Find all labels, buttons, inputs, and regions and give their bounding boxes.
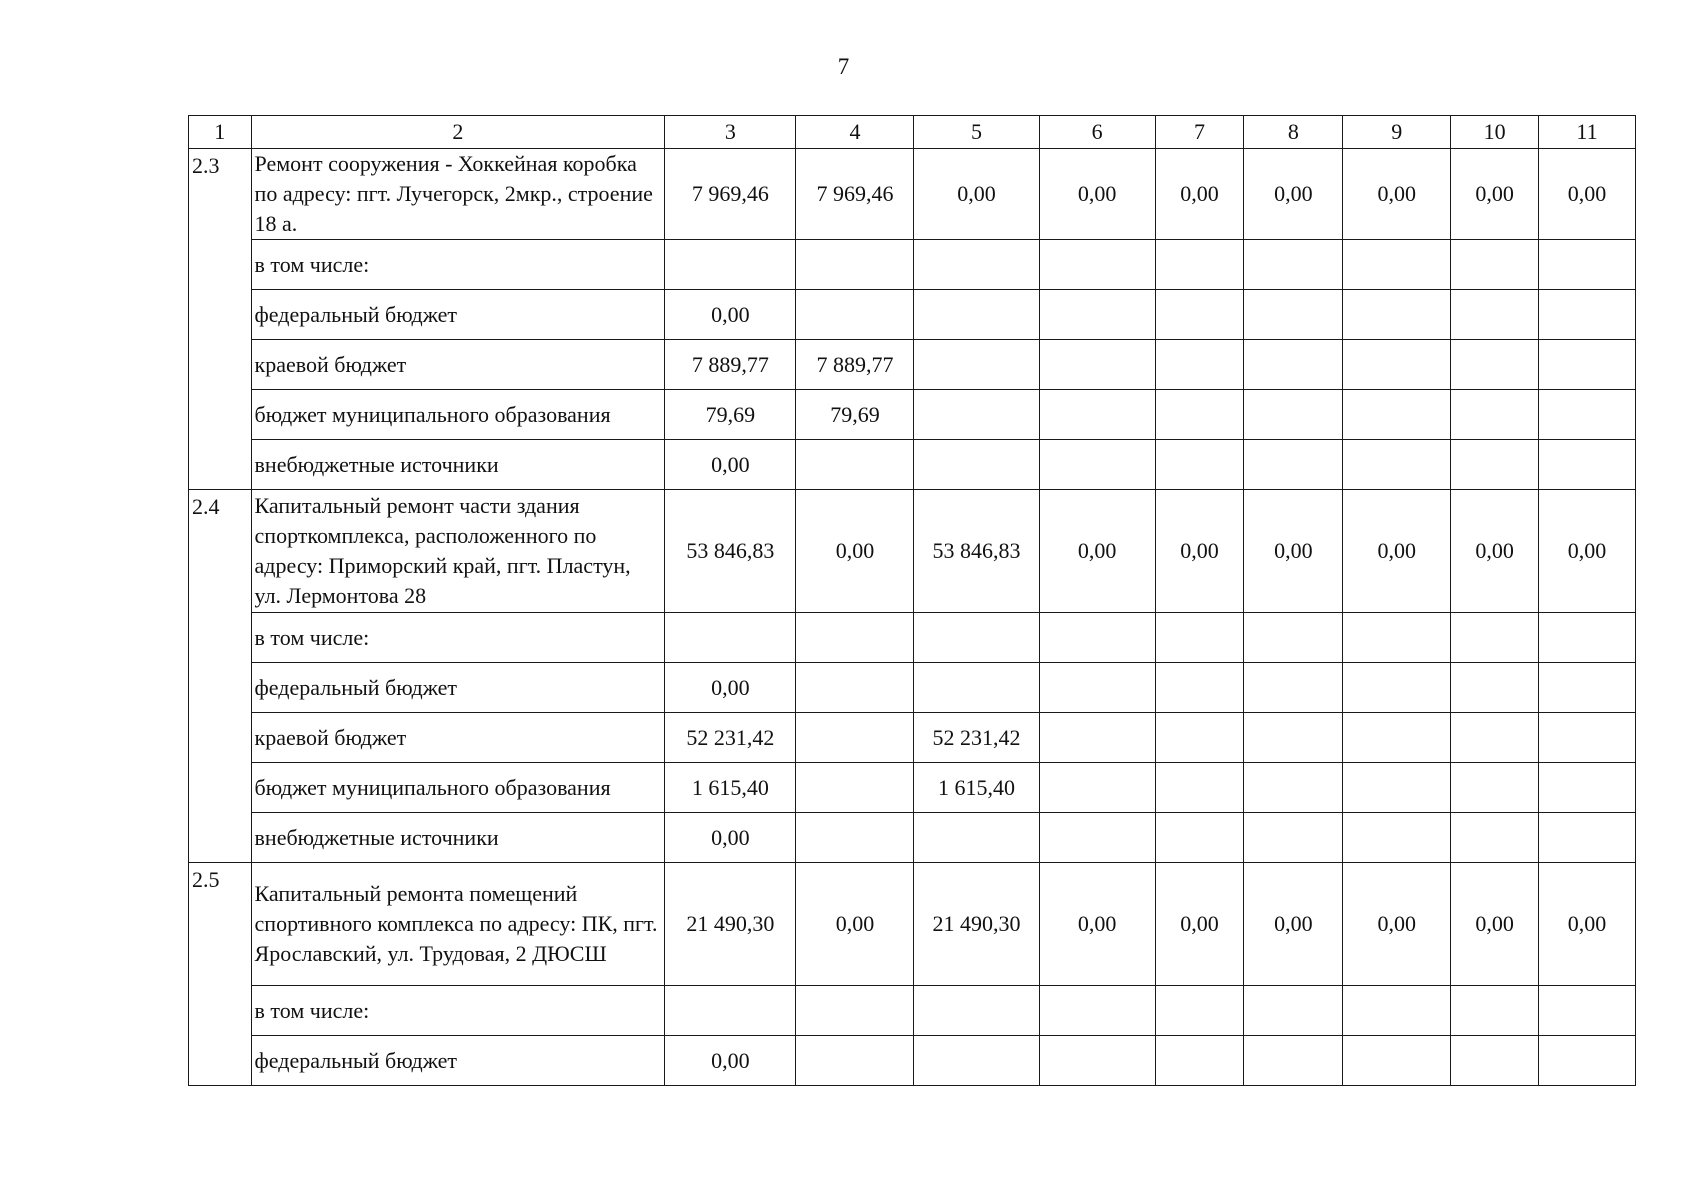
funding-source-label: бюджет муниципального образования xyxy=(251,390,665,440)
funding-value-cell: 0,00 xyxy=(665,290,796,340)
funding-value-cell xyxy=(1451,390,1539,440)
funding-value-cell xyxy=(1155,813,1244,863)
funding-source-row xyxy=(189,613,1636,663)
section-value-cell: 7 969,46 xyxy=(665,149,796,240)
funding-source-row xyxy=(189,240,1636,290)
funding-value-cell: 1 615,40 xyxy=(665,763,796,813)
funding-value-cell xyxy=(1343,663,1451,713)
funding-value-cell xyxy=(665,986,796,1036)
funding-value-cell xyxy=(1244,663,1343,713)
funding-value-cell xyxy=(1244,813,1343,863)
funding-value-cell: 52 231,42 xyxy=(665,713,796,763)
page-number: 7 xyxy=(837,54,850,79)
funding-value-cell xyxy=(914,986,1039,1036)
funding-value-cell xyxy=(1244,240,1343,290)
funding-value-cell: 0,00 xyxy=(665,813,796,863)
section-value-cell: 0,00 xyxy=(1539,149,1636,240)
funding-value-cell xyxy=(1039,663,1155,713)
section-value-cell: 0,00 xyxy=(1155,490,1244,613)
section-value-cell: 0,00 xyxy=(1451,490,1539,613)
funding-value-cell xyxy=(1451,613,1539,663)
funding-value-cell xyxy=(1155,763,1244,813)
funding-value-cell xyxy=(796,1036,914,1086)
funding-value-cell xyxy=(1039,390,1155,440)
funding-source-label: в том числе: xyxy=(251,986,665,1036)
funding-value-cell: 0,00 xyxy=(665,440,796,490)
budget-table xyxy=(188,115,1636,1086)
section-row xyxy=(189,149,1636,240)
funding-value-cell xyxy=(1155,713,1244,763)
section-value-cell: 0,00 xyxy=(1451,149,1539,240)
funding-value-cell xyxy=(1539,440,1636,490)
section-title: Капитальный ремонт части здания спорткомплекса, расположенного по адресу: Приморский край, пгт. Пластун, ул. Лермонтова 28 xyxy=(251,490,665,613)
funding-value-cell: 79,69 xyxy=(665,390,796,440)
funding-value-cell xyxy=(1039,440,1155,490)
funding-source-row xyxy=(189,340,1636,390)
header-cell: 6 xyxy=(1039,116,1155,149)
funding-value-cell xyxy=(1155,290,1244,340)
funding-value-cell xyxy=(1039,240,1155,290)
funding-source-row xyxy=(189,986,1636,1036)
funding-value-cell xyxy=(1343,440,1451,490)
funding-value-cell xyxy=(914,440,1039,490)
header-cell: 2 xyxy=(251,116,665,149)
section-value-cell: 0,00 xyxy=(1244,149,1343,240)
section-value-cell: 21 490,30 xyxy=(914,863,1039,986)
header-cell: 9 xyxy=(1343,116,1451,149)
column-number-row xyxy=(189,116,1636,149)
funding-value-cell xyxy=(1039,713,1155,763)
funding-value-cell xyxy=(1244,986,1343,1036)
funding-value-cell xyxy=(796,613,914,663)
funding-value-cell xyxy=(1451,763,1539,813)
funding-value-cell xyxy=(1155,986,1244,1036)
funding-value-cell xyxy=(796,240,914,290)
funding-value-cell xyxy=(1451,663,1539,713)
section-value-cell: 0,00 xyxy=(914,149,1039,240)
funding-value-cell xyxy=(914,613,1039,663)
funding-source-label: федеральный бюджет xyxy=(251,290,665,340)
funding-value-cell xyxy=(1539,390,1636,440)
section-value-cell: 0,00 xyxy=(1343,149,1451,240)
section-value-cell: 0,00 xyxy=(1451,863,1539,986)
funding-value-cell xyxy=(1155,340,1244,390)
funding-value-cell xyxy=(1451,813,1539,863)
section-index: 2.4 xyxy=(189,490,252,863)
funding-source-row xyxy=(189,763,1636,813)
header-cell: 8 xyxy=(1244,116,1343,149)
funding-value-cell: 1 615,40 xyxy=(914,763,1039,813)
section-value-cell: 0,00 xyxy=(1155,149,1244,240)
funding-value-cell xyxy=(914,240,1039,290)
funding-value-cell xyxy=(665,613,796,663)
header-cell: 3 xyxy=(665,116,796,149)
funding-value-cell xyxy=(1539,1036,1636,1086)
funding-source-label: внебюджетные источники xyxy=(251,813,665,863)
funding-value-cell: 79,69 xyxy=(796,390,914,440)
funding-value-cell xyxy=(1539,763,1636,813)
section-value-cell: 0,00 xyxy=(1039,490,1155,613)
funding-value-cell xyxy=(1039,986,1155,1036)
funding-value-cell xyxy=(914,390,1039,440)
funding-source-label: краевой бюджет xyxy=(251,713,665,763)
funding-source-label: бюджет муниципального образования xyxy=(251,763,665,813)
funding-value-cell: 0,00 xyxy=(665,1036,796,1086)
funding-value-cell xyxy=(1039,340,1155,390)
funding-value-cell xyxy=(1343,1036,1451,1086)
section-value-cell: 0,00 xyxy=(1539,490,1636,613)
funding-source-row xyxy=(189,1036,1636,1086)
funding-value-cell xyxy=(1244,713,1343,763)
funding-value-cell xyxy=(1539,713,1636,763)
header-cell: 1 xyxy=(189,116,252,149)
funding-value-cell xyxy=(1539,813,1636,863)
section-value-cell: 0,00 xyxy=(1039,149,1155,240)
funding-value-cell xyxy=(1343,240,1451,290)
funding-value-cell xyxy=(914,290,1039,340)
funding-value-cell xyxy=(1451,440,1539,490)
funding-value-cell xyxy=(1539,986,1636,1036)
section-value-cell: 0,00 xyxy=(1244,490,1343,613)
funding-value-cell xyxy=(1451,290,1539,340)
funding-source-label: федеральный бюджет xyxy=(251,663,665,713)
section-value-cell: 0,00 xyxy=(1343,490,1451,613)
funding-value-cell xyxy=(914,813,1039,863)
funding-value-cell xyxy=(1155,240,1244,290)
funding-value-cell xyxy=(1039,290,1155,340)
funding-value-cell xyxy=(1155,1036,1244,1086)
funding-value-cell xyxy=(1539,240,1636,290)
funding-value-cell xyxy=(1539,340,1636,390)
funding-value-cell xyxy=(914,1036,1039,1086)
funding-value-cell xyxy=(1343,763,1451,813)
funding-value-cell: 7 889,77 xyxy=(796,340,914,390)
header-cell: 5 xyxy=(914,116,1039,149)
funding-value-cell xyxy=(1244,390,1343,440)
funding-value-cell xyxy=(1451,240,1539,290)
funding-value-cell xyxy=(1343,986,1451,1036)
funding-value-cell xyxy=(1451,1036,1539,1086)
header-cell: 10 xyxy=(1451,116,1539,149)
funding-value-cell xyxy=(914,340,1039,390)
header-cell: 4 xyxy=(796,116,914,149)
funding-value-cell xyxy=(1451,986,1539,1036)
funding-value-cell xyxy=(796,813,914,863)
funding-value-cell xyxy=(1244,290,1343,340)
funding-source-label: в том числе: xyxy=(251,240,665,290)
section-value-cell: 21 490,30 xyxy=(665,863,796,986)
funding-value-cell xyxy=(1343,340,1451,390)
funding-value-cell: 52 231,42 xyxy=(914,713,1039,763)
funding-value-cell xyxy=(1155,390,1244,440)
funding-value-cell xyxy=(1244,763,1343,813)
section-title: Ремонт сооружения - Хоккейная коробка по адресу: пгт. Лучегорск, 2мкр., строение 18 а. xyxy=(251,149,665,240)
funding-value-cell xyxy=(796,440,914,490)
section-value-cell: 7 969,46 xyxy=(796,149,914,240)
funding-value-cell xyxy=(1343,813,1451,863)
funding-value-cell xyxy=(1155,613,1244,663)
funding-value-cell xyxy=(1343,390,1451,440)
funding-value-cell xyxy=(1539,613,1636,663)
section-value-cell: 0,00 xyxy=(1343,863,1451,986)
section-value-cell: 0,00 xyxy=(796,490,914,613)
funding-value-cell xyxy=(1155,440,1244,490)
funding-value-cell xyxy=(796,663,914,713)
funding-value-cell xyxy=(1451,713,1539,763)
funding-source-row xyxy=(189,440,1636,490)
funding-value-cell xyxy=(1244,613,1343,663)
funding-value-cell xyxy=(1343,290,1451,340)
funding-value-cell xyxy=(665,240,796,290)
funding-value-cell xyxy=(796,763,914,813)
funding-value-cell xyxy=(1539,290,1636,340)
section-value-cell: 0,00 xyxy=(1244,863,1343,986)
funding-value-cell xyxy=(1244,440,1343,490)
funding-source-label: краевой бюджет xyxy=(251,340,665,390)
funding-source-row xyxy=(189,290,1636,340)
funding-value-cell xyxy=(1039,613,1155,663)
funding-value-cell xyxy=(796,986,914,1036)
funding-value-cell xyxy=(1244,1036,1343,1086)
funding-source-row xyxy=(189,713,1636,763)
section-value-cell: 53 846,83 xyxy=(914,490,1039,613)
funding-value-cell xyxy=(796,290,914,340)
section-index: 2.3 xyxy=(189,149,252,490)
section-title: Капитальный ремонта помещений спортивного комплекса по адресу: ПК, пгт. Ярославский, ул. Трудовая, 2 ДЮСШ xyxy=(251,863,665,986)
section-value-cell: 0,00 xyxy=(1039,863,1155,986)
funding-source-label: внебюджетные источники xyxy=(251,440,665,490)
funding-value-cell: 7 889,77 xyxy=(665,340,796,390)
section-value-cell: 0,00 xyxy=(796,863,914,986)
section-value-cell: 0,00 xyxy=(1539,863,1636,986)
section-value-cell: 0,00 xyxy=(1155,863,1244,986)
funding-value-cell xyxy=(1039,763,1155,813)
funding-value-cell xyxy=(1343,713,1451,763)
funding-value-cell xyxy=(1451,340,1539,390)
funding-source-label: федеральный бюджет xyxy=(251,1036,665,1086)
funding-value-cell xyxy=(1039,1036,1155,1086)
funding-value-cell xyxy=(1343,613,1451,663)
header-cell: 7 xyxy=(1155,116,1244,149)
funding-source-row xyxy=(189,663,1636,713)
funding-value-cell xyxy=(914,663,1039,713)
section-value-cell: 53 846,83 xyxy=(665,490,796,613)
funding-value-cell: 0,00 xyxy=(665,663,796,713)
funding-value-cell xyxy=(796,713,914,763)
funding-value-cell xyxy=(1244,340,1343,390)
header-cell: 11 xyxy=(1539,116,1636,149)
funding-value-cell xyxy=(1155,663,1244,713)
section-index: 2.5 xyxy=(189,863,252,1086)
section-row xyxy=(189,863,1636,986)
funding-source-row xyxy=(189,390,1636,440)
funding-value-cell xyxy=(1039,813,1155,863)
funding-value-cell xyxy=(1539,663,1636,713)
section-row xyxy=(189,490,1636,613)
funding-source-label: в том числе: xyxy=(251,613,665,663)
funding-source-row xyxy=(189,813,1636,863)
